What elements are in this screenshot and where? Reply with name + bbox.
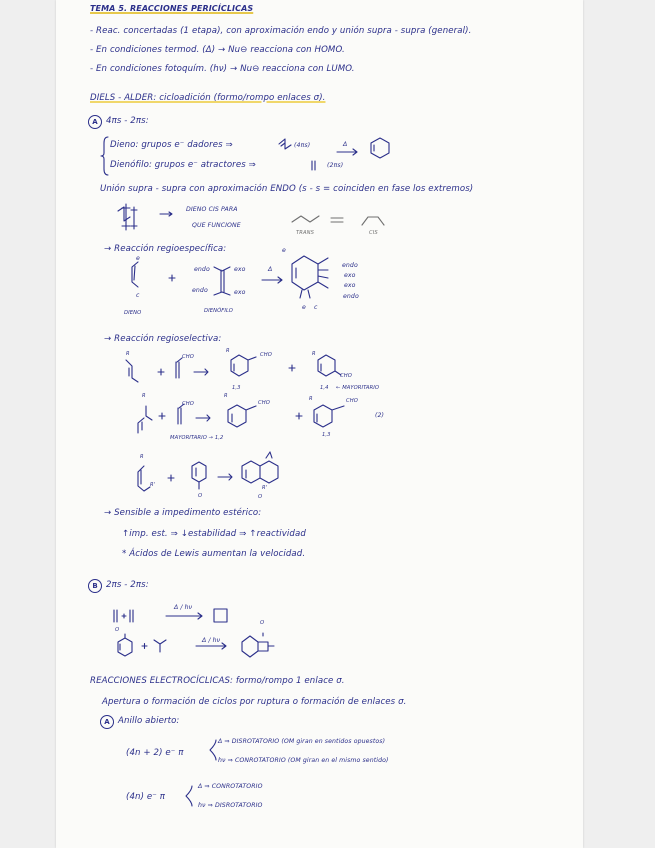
page-title: TEMA 5. REACCIONES PERICÍCLICAS [90, 4, 254, 13]
steric-line-1: ↑imp. est. ⇒ ↓estabilidad ⇒ ↑reactividad [122, 529, 306, 539]
o-cyclobutane: O [260, 620, 265, 626]
o-reactant: O [198, 493, 203, 499]
bicyclic-lactone-icon [242, 452, 278, 483]
trans-diene-icon [292, 216, 319, 222]
electro-line: Apertura o formación de ciclos por ruptura o formación de enlaces σ. [102, 697, 407, 707]
substituted-diene-2-icon [138, 406, 152, 433]
r-product-3: R [224, 393, 228, 399]
product-1-3-b-icon [314, 405, 344, 427]
exo-prod-1: exo [344, 272, 356, 279]
c-prod-bottom: c [314, 304, 318, 311]
note-ref-2: (2) [375, 412, 385, 419]
diels-alder-heading: DIELS - ALDER: cicloadición (formo/rompo enlaces σ). [90, 93, 326, 103]
r-label-2: R [142, 393, 146, 399]
label-1-4: 1,4 [320, 385, 329, 391]
r-label-1: R [126, 351, 130, 357]
label-1-3-a: 1,3 [232, 385, 241, 391]
endo-label-2: endo [192, 287, 208, 294]
r-product-4: R [309, 396, 313, 402]
cyclobutane-icon [214, 609, 227, 622]
diene-rprime-icon [138, 466, 150, 491]
section-b-circle: B [88, 579, 102, 593]
cho-reactant-1: CHO [182, 354, 194, 360]
section-b-label: 2πs - 2πs: [106, 580, 149, 590]
rprime-product: R' [262, 485, 268, 491]
cyclohexene-icon [371, 138, 389, 158]
section-a-label: 4πs - 2πs: [106, 116, 149, 126]
notebook-page [56, 0, 583, 848]
chemical-structures [56, 0, 583, 848]
endo-label-1: endo [194, 266, 210, 273]
plus-icon [168, 475, 174, 481]
cho-product-1: CHO [260, 352, 272, 358]
electro-heading: REACCIONES ELECTROCÍCLICAS: formo/rompo 1 enlace σ. [90, 676, 345, 686]
cho-reactant-2: CHO [182, 401, 194, 407]
r-product-2: R [312, 351, 316, 357]
acrolein-icon [176, 358, 182, 378]
arrow-icon [262, 277, 282, 283]
alkenes-icon [114, 610, 133, 622]
regioselectiva-heading: → Reacción regioselectiva: [104, 334, 222, 344]
intro-line-3: - En condiciones fotoquím. (hν) → Nu⊖ reacciona con LUMO. [90, 64, 355, 74]
intro-line-1: - Reac. concertadas (1 etapa), con aproximación endo y unión supra - supra (general). [90, 26, 472, 36]
plus-icon [159, 413, 165, 419]
arrow-icon [218, 474, 232, 480]
brace-icon [101, 137, 108, 175]
diene-icon [279, 139, 291, 149]
rule-2-delta: Δ ⇒ CONROTATORIO [198, 783, 263, 790]
rule-2-brace-icon [186, 786, 192, 806]
dieno-tag: (4πs) [294, 142, 311, 149]
mayoritario-right: ← MAYORITARIO [336, 385, 380, 391]
exo-label-1: exo [234, 266, 246, 273]
arrow-icon [196, 415, 210, 421]
cyclohexenone-icon [118, 634, 132, 656]
cis-note-1: DIENO CIS PARA [186, 206, 238, 213]
rule-1-delta: Δ ⇒ DISROTATORIO (OM giran en sentidos opuestos) [218, 738, 386, 745]
dienofilo-tag: (2πs) [327, 162, 344, 169]
diene-ec-icon [132, 262, 138, 287]
steric-heading: → Sensible a impedimento estérico: [104, 508, 262, 518]
plus-icon [169, 275, 175, 281]
orbital-lobes-icon [118, 204, 137, 230]
dieno-line: Dieno: grupos e⁻ dadores ⇒ [110, 140, 233, 150]
cho-product-2: CHO [340, 373, 352, 379]
delta-label: Δ [343, 141, 348, 148]
arrow-icon [160, 212, 172, 216]
e-prod-bottom: e [302, 304, 306, 311]
cho-product-4: CHO [346, 398, 358, 404]
rule-2-hv: hν ⇒ DISROTATORIO [198, 802, 263, 809]
dienophile-endo-exo-icon [214, 267, 230, 295]
exo-label-2: exo [234, 289, 246, 296]
plus-icon [296, 413, 302, 419]
cho-product-3: CHO [258, 400, 270, 406]
e-prod-top: e [282, 247, 286, 254]
r-label-3: R [140, 454, 144, 460]
pyrone-icon [192, 462, 206, 489]
cis-diene-icon [362, 217, 384, 225]
product-1-4-icon [318, 355, 341, 376]
arrow-icon [166, 613, 202, 619]
trans-label: TRANS [296, 230, 314, 236]
electro-a-label: Anillo abierto: [118, 716, 180, 726]
dienofilo-label: DIENÓFILO [204, 308, 233, 314]
exo-prod-2: exo [344, 282, 356, 289]
mayoritario-1-2: MAYORITARIO → 1,2 [170, 435, 224, 441]
photoadduct-icon [242, 633, 274, 657]
rule-1-label: (4n + 2) e⁻ π [126, 748, 184, 758]
plus-icon [289, 365, 295, 371]
c-label-bottom: c [136, 292, 140, 299]
plus-icon [158, 369, 164, 375]
section-a-circle: A [88, 115, 102, 129]
rule-1-brace-icon [210, 740, 216, 760]
endo-prod-1: endo [342, 262, 358, 269]
plus-icon [142, 644, 147, 649]
arrow-icon [196, 643, 226, 649]
alkene-isobutylene-icon [154, 640, 166, 652]
endo-exo-product-icon [292, 256, 328, 298]
dienophile-icon [312, 161, 315, 170]
r-product-1: R [226, 348, 230, 354]
arrow-icon [337, 149, 357, 155]
rprime-label-1: R' [150, 482, 156, 488]
o-product: O [258, 494, 263, 500]
acrolein-2-icon [178, 404, 184, 424]
cis-note-2: QUE FUNCIONE [192, 222, 241, 229]
equilibrium-icon [331, 218, 343, 222]
endo-prod-2: endo [343, 293, 359, 300]
arrow-icon [194, 369, 208, 375]
product-1-3-icon [231, 355, 256, 376]
intro-line-2: - En condiciones termod. (Δ) → Nu⊖ reacciona con HOMO. [90, 45, 345, 55]
cis-label: CIS [369, 230, 378, 236]
label-1-3-b: 1,3 [322, 432, 331, 438]
delta-endo: Δ [268, 266, 273, 273]
dienofilo-line: Dienófilo: grupos e⁻ atractores ⇒ [110, 160, 256, 170]
dieno-label: DIENO [124, 310, 142, 316]
delta-hv-2: Δ / hν [202, 637, 221, 644]
regioespecifica-heading: → Reacción regioespecífica: [104, 244, 227, 254]
electro-a-circle: A [100, 715, 114, 729]
o-cyclohex: O [115, 627, 120, 633]
delta-hv-1: Δ / hν [174, 604, 193, 611]
steric-line-2: * Ácidos de Lewis aumentan la velocidad. [122, 549, 306, 559]
product-1-2-icon [228, 405, 256, 427]
rule-2-label: (4n) e⁻ π [126, 792, 165, 802]
union-line: Unión supra - supra con aproximación ENDO (s - s = coinciden en fase los extremos) [100, 184, 474, 194]
rule-1-hv: hν ⇒ CONROTATORIO (OM giran en el mismo sentido) [218, 757, 389, 764]
substituted-diene-icon [126, 360, 138, 382]
e-label-top: e [136, 255, 140, 262]
